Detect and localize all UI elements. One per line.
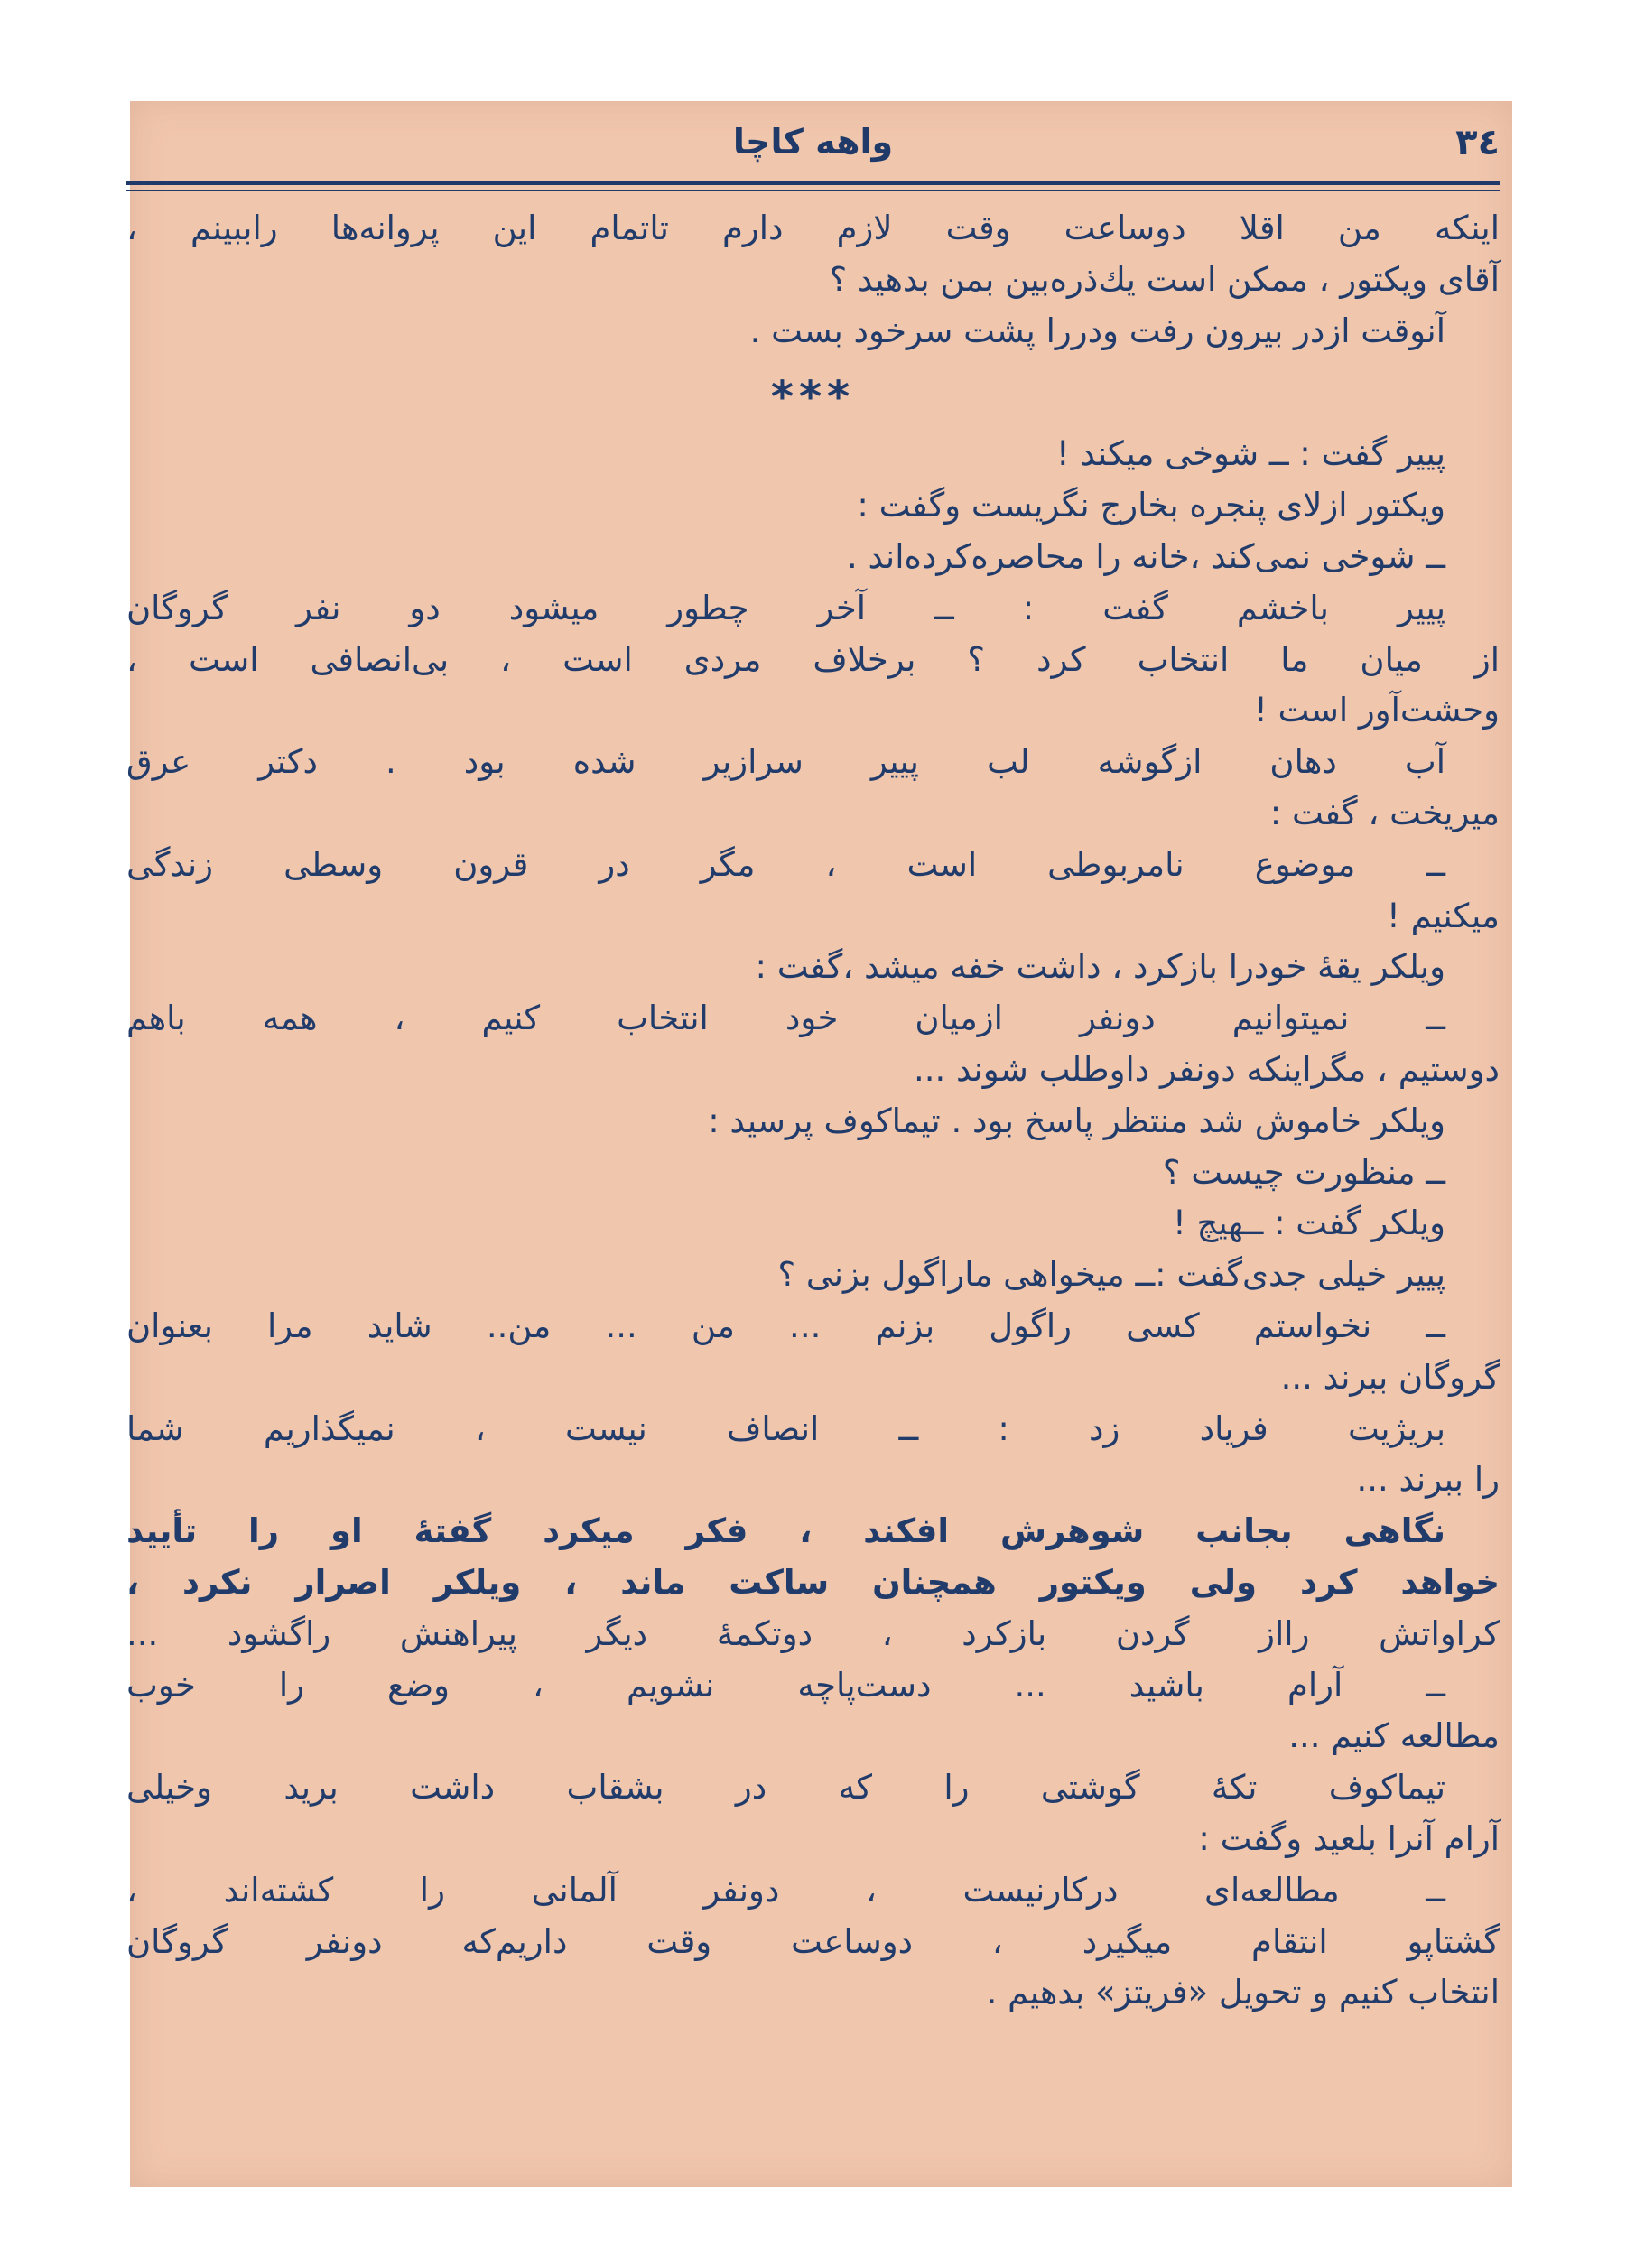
text-line: ــ منظورت چیست ؟ [1162,1152,1445,1192]
section-separator: *** [770,372,856,423]
page-number: ۳٤ [1455,122,1500,163]
text-line: تیماکوف تکهٔ گوشتی را که در بشقاب داشت برید وخیلی [126,1768,1445,1808]
text-line: ــ مطالعه‌ای درکارنیست ، دونفر آلمانی را کشته‌اند ، [126,1870,1445,1910]
text-line: پییر خیلی جدی‌گفت :ــ میخواهی ماراگول بزنی ؟ [777,1255,1445,1295]
running-title: واهه کاچا [732,122,894,162]
text-line: خواهد کرد ولی ویکتور همچنان ساکت ماند ، ویلکر اصرار نکرد ، [126,1562,1500,1602]
text-line: آنوقت ازدر بیرون رفت ودررا پشت سرخود بست . [749,311,1445,350]
text-line: از میان ما انتخاب کرد ؟ برخلاف مردی است ، بی‌انصافی است ، [126,639,1500,679]
text-line: میکنیم ! [1387,896,1500,935]
text-line: نگاهی بجانب شوهرش افکند ، فکر میکرد گفتهٔ او را تأیید [126,1511,1445,1551]
text-line: ویلکر خاموش شد منتظر پاسخ بود . تیماکوف پرسید : [708,1101,1445,1140]
text-line: ویلکر یقهٔ خودرا بازکرد ، داشت خفه میشد ،گفت : [755,947,1445,987]
text-line: پییر گفت : ــ شوخی میکند ! [1055,434,1445,474]
text-line: آب دهان ازگوشه لب پییر سرازیر شده بود . دکتر عرق [126,742,1445,782]
text-line: ــ نمیتوانیم دونفر ازمیان خود انتخاب کنیم ، همه باهم [126,999,1445,1038]
page-header [126,122,1500,176]
text-line: مطالعه کنیم ... [1288,1716,1500,1756]
text-line: انتخاب کنیم و تحویل «فریتز» بدهیم . [986,1973,1500,2012]
text-line: گروگان ببرند ... [1280,1357,1500,1397]
text-line: گشتاپو انتقام میگیرد ، دوساعت وقت داریم‌که دونفر گروگان [126,1921,1500,1961]
text-line: بریژیت فریاد زد : ــ انصاف نیست ، نمیگذاریم شما [126,1408,1445,1448]
text-line: ــ شوخی نمی‌کند ،خانه را محاصره‌کرده‌اند . [846,536,1445,576]
text-line: ــ نخواستم کسی راگول بزنم ... من ... من.. شاید مرا بعنوان [126,1306,1445,1345]
text-line: ویکتور ازلای پنجره بخارج نگریست وگفت : [857,486,1445,525]
header-rule-thick [126,181,1500,185]
text-line: کراواتش رااز گردن بازکرد ، دوتکمهٔ دیگر پیراهنش راگشود ... [126,1613,1500,1653]
header-rule-thin [126,190,1500,191]
text-line: آقای ویکتور ، ممکن است یك‌ذره‌بین بمن بدهید ؟ [829,259,1500,299]
text-line: ــ موضوع نامربوطی است ، مگر در قرون وسطی زندگی [126,844,1445,884]
text-line: میریخت ، گفت : [1269,793,1500,832]
text-line: ــ آرام باشید ... دست‌پاچه نشویم ، وضع را خوب [126,1665,1445,1705]
text-line: دوستیم ، مگراینکه دونفر داوطلب شوند ... [913,1049,1500,1089]
text-line: وحشت‌آور است ! [1253,691,1500,730]
text-line: اینکه من اقلا دوساعت وقت لازم دارم تاتمام این پروانه‌ها راببینم ، [126,209,1500,247]
text-line: آرام آنرا بلعید وگفت : [1198,1818,1500,1858]
text-line: ویلکر گفت : ــهیچ ! [1172,1204,1445,1243]
text-line: را ببرند ... [1356,1460,1500,1500]
text-line: پییر باخشم گفت : ــ آخر چطور میشود دو نفر گروگان [126,588,1445,627]
body-text [126,203,1500,2019]
